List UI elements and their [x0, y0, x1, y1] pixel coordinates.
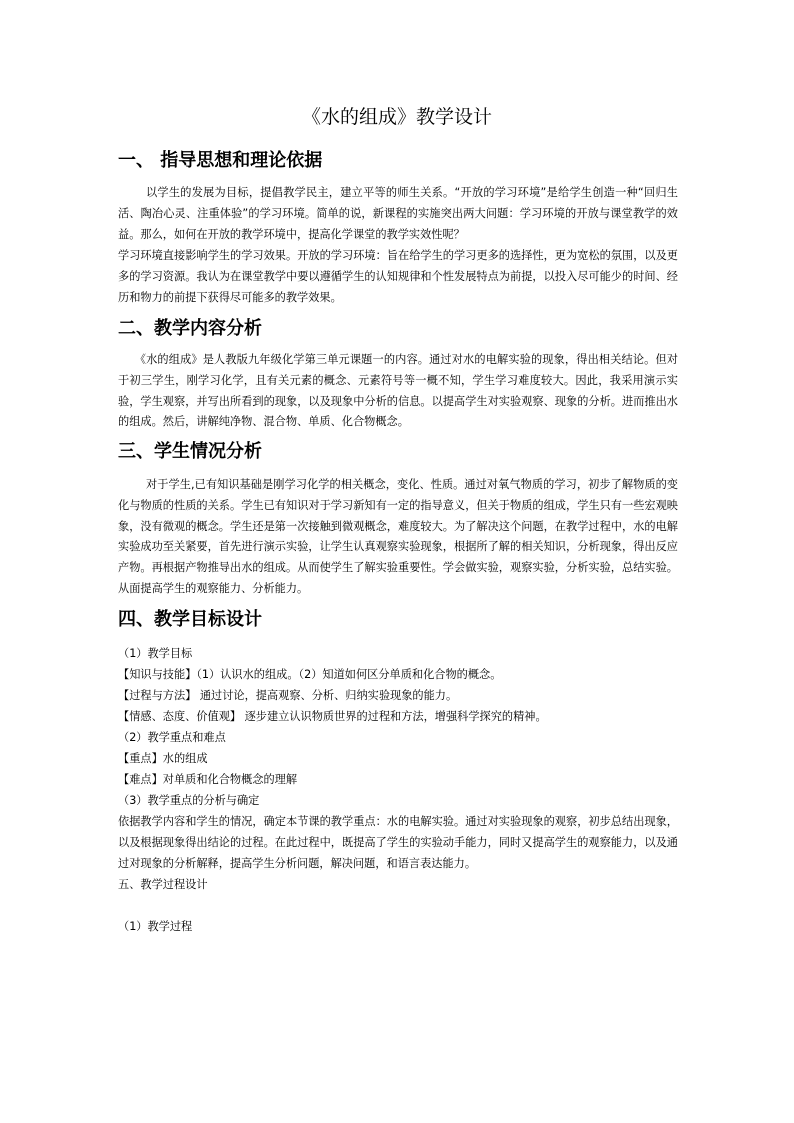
section-heading-2: 二、教学内容分析	[118, 318, 262, 339]
section-5-heading: 五、教学过程设计	[118, 878, 208, 891]
section-heading-4: 四、教学目标设计	[118, 609, 262, 630]
objective-line-7: 【难点】对单质和化合物概念的理解	[118, 773, 298, 786]
objective-line-5: （2）教学重点和难点	[118, 731, 226, 744]
objective-line-8: （3）教学重点的分析与确定	[118, 794, 260, 807]
objective-line-4: 【情感、态度、价值观】 逐步建立认识物质世界的过程和方法，增强科学探究的精神。	[118, 710, 547, 723]
teaching-process-line: （1）教学过程	[118, 920, 193, 933]
objective-line-6: 【重点】水的组成	[118, 752, 208, 765]
document-title: 《水的组成》教学设计	[301, 106, 492, 128]
section-4-paragraph-1: 依据教学内容和学生的情况，确定本节课的教学重点：水的电解实验。通过对实验现象的观察，初步总结出现象，以及根据现象得出结论的过程。在此过程中，既提高了学生的实验动手能力，同时又提高学生的观察能力，以及通过对现象的分析解释，提高学生分析问题，解决问题，和语言表达能力。	[118, 815, 678, 870]
section-heading-3: 三、学生情况分析	[118, 441, 262, 462]
section-1-paragraph-2: 学习环境直接影响学生的学习效果。开放的学习环境：旨在给学生的学习更多的选择性，更为宽松的氛围，以及更多的学习资源。我认为在课堂教学中要以遵循学生的认知规律和个性发展特点为前提，以投入尽可能少的时间、经历和物力的前提下获得尽可能多的教学效果。	[118, 249, 678, 304]
objective-line-2: 【知识与技能】（1）认识水的组成。（2）知道如何区分单质和化合物的概念。	[118, 668, 502, 681]
objective-line-1: （1）教学目标	[118, 647, 193, 660]
section-2-paragraph-1: 《水的组成》是人教版九年级化学第三单元课题一的内容。通过对水的电解实验的现象，得出相关结论。但对于初三学生，刚学习化学，且有关元素的概念、元素符号等一概不知，学生学习难度较大。因此，我采用演示实验，学生观察，并写出所看到的现象，以及现象中分析的信息。以提高学生对实验观察、现象的分析。进而推出水的组成。然后，讲解纯净物、混合物、单质、化合物概念。	[118, 353, 678, 429]
section-3-paragraph-1: 对于学生,已有知识基础是刚学习化学的相关概念，变化、性质。通过对氧气物质的学习，初步了解物质的变化与物质的性质的关系。学生已有知识对于学习新知有一定的指导意义，但关于物质的组成，学生只有一些宏观映象，没有微观的概念。学生还是第一次接触到微观概念，难度较大。为了解决这个问题，在教学过程中，水的电解实验成功至关紧要，首先进行演示实验，让学生认真观察实验现象，根据所了解的相关知识，分析现象，得出反应产物。再根据产物推导出水的组成。从而使学生了解实验重要性。学会做实验，观察实验，分析实验，总结实验。从面提高学生的观察能力、分析能力。	[118, 478, 678, 595]
objective-line-3: 【过程与方法】 通过讨论，提高观察、分析、归纳实验现象的能力。	[118, 689, 458, 702]
section-heading-1: 一、 指导思想和理论依据	[118, 150, 323, 171]
section-1-paragraph-1: 以学生的发展为目标，提倡教学民主，建立平等的师生关系。“开放的学习环境”是给学生创造一种“回归生活、陶冶心灵、注重体验”的学习环境。简单的说，新课程的实施突出两大问题：学习环境的开放与课堂教学的效益。那么，如何在开放的教学环境中，提高化学课堂的教学实效性呢？	[118, 186, 678, 241]
